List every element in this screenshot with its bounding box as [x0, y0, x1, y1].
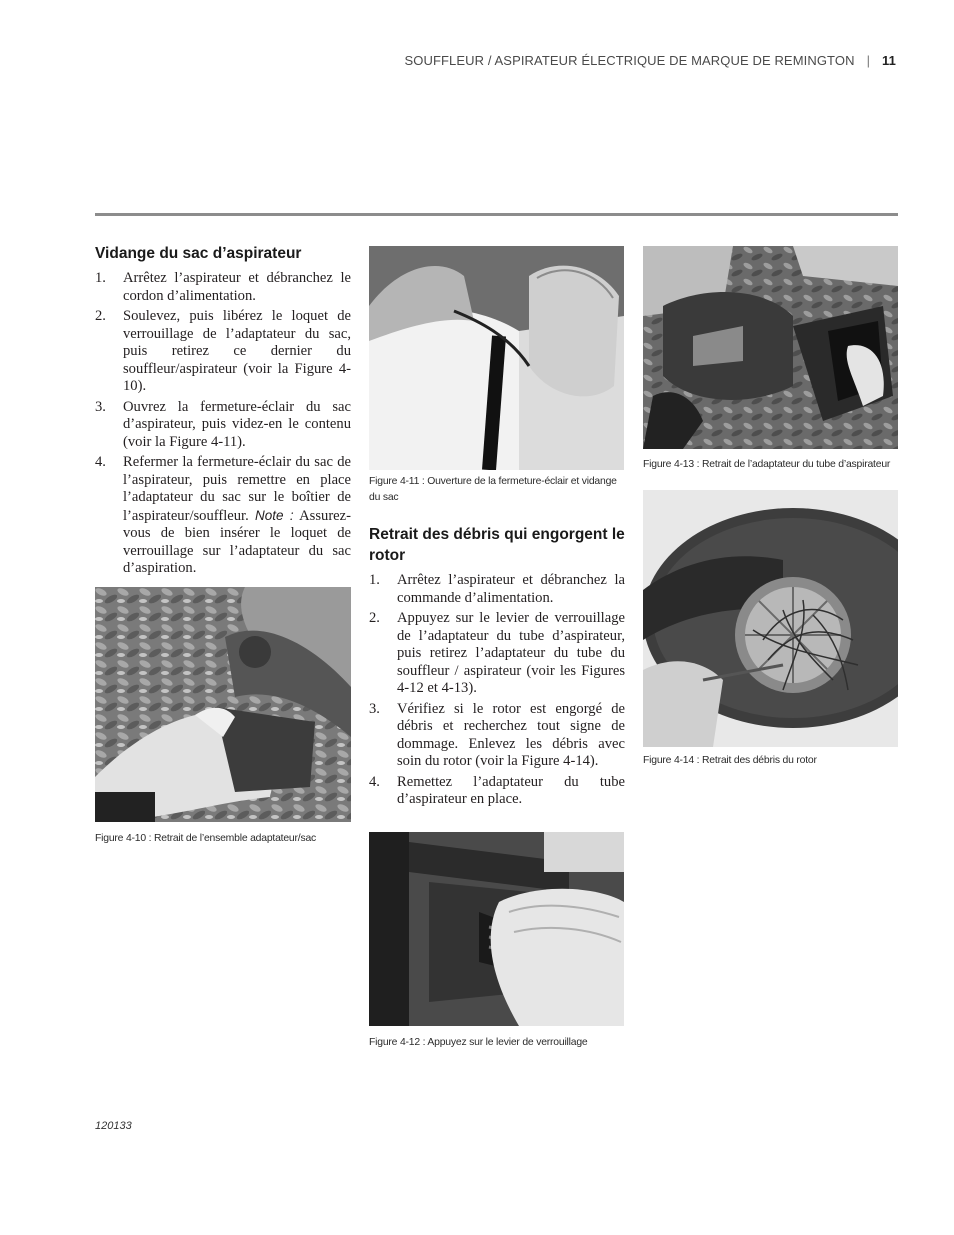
item-text: Vérifiez si le rotor est engorgé de débris et recherchez tout signe de dommage. Enlevez les débris avec soin du rotor (voir la Figure 4-14).	[397, 700, 625, 769]
item-text: Ouvrez la fermeture-éclair du sac d’aspirateur, puis videz-en le contenu (voir la Figure 4-11).	[123, 398, 351, 450]
header-title: SOUFFLEUR / ASPIRATEUR ÉLECTRIQUE DE MARQUE DE REMINGTON	[404, 53, 855, 68]
list-item	[95, 308, 351, 396]
section-heading: Vidange du sac d’aspirateur	[95, 245, 302, 262]
figure-4-14-caption: Figure 4-14 : Retrait des débris du rotor	[643, 755, 817, 766]
section-empty-bag	[95, 243, 351, 581]
figure-4-14-photo	[643, 490, 898, 747]
item-text: Arrêtez l’aspirateur et débranchez le cordon d’alimentation.	[123, 270, 351, 304]
document-number: 120133	[95, 1120, 132, 1132]
header-separator: |	[866, 53, 871, 68]
item-number: 3.	[369, 700, 380, 717]
item-text: Soulevez, puis libérez le loquet de verrouillage de l’adaptateur du sac, puis retirez ce dernier du souffleur/aspirateur (voir la Figure 4-10).	[123, 308, 351, 394]
list-item	[369, 610, 625, 698]
note-label: Note :	[255, 507, 294, 523]
running-header	[404, 53, 896, 68]
item-number: 2.	[95, 308, 106, 324]
section-heading: Retrait des débris qui engorgent le rotor	[369, 526, 625, 564]
item-number: 1.	[95, 270, 106, 286]
item-text: Refermer la fermeture-éclair du sac de l’aspirateur, puis remettre en place l’adaptateur du sac sur le boîtier de l’aspirateur/souffleur.	[123, 454, 351, 524]
item-number: 4.	[369, 773, 380, 790]
figure-4-11-caption: Figure 4-11 : Ouverture de la fermeture-éclair et vidange du sac	[369, 476, 617, 503]
list-item	[95, 454, 351, 578]
section-divider	[95, 213, 898, 216]
page-number: 11	[882, 53, 896, 68]
figure-4-11-photo	[369, 246, 624, 470]
figure-4-13-caption: Figure 4-13 : Retrait de l’adaptateur du tube d’aspirateur	[643, 459, 891, 470]
steps-list	[95, 270, 351, 578]
item-number: 3.	[95, 398, 106, 415]
item-text: Remettez l’adaptateur du tube d’aspirateur en place.	[397, 773, 625, 807]
list-item	[95, 399, 351, 452]
item-number: 1.	[369, 572, 380, 588]
item-text: Appuyez sur le levier de verrouillage de l’adaptateur du tube d’aspirateur, puis retirez l’adaptateur du tube du souffleur / aspirateur (voir les Figures 4-12 et 4-13).	[397, 610, 625, 696]
figure-4-10-caption: Figure 4-10 : Retrait de l’ensemble adaptateur/sac	[95, 833, 317, 844]
list-item	[369, 774, 625, 809]
figure-4-12-photo	[369, 832, 624, 1026]
item-text: Arrêtez l’aspirateur et débranchez la commande d’alimentation.	[397, 572, 625, 606]
section-clear-rotor	[369, 524, 625, 812]
list-item	[95, 270, 351, 305]
list-item	[369, 701, 625, 771]
item-number: 4.	[95, 454, 106, 470]
steps-list	[369, 572, 625, 809]
item-text-continued: Assurez-vous de bien insérer le loquet de verrouillage sur l’adaptateur du sac d’aspiration.	[123, 507, 351, 576]
list-item	[369, 572, 625, 607]
figure-4-13-photo	[643, 246, 898, 449]
figure-4-12-caption: Figure 4-12 : Appuyez sur le levier de verrouillage	[369, 1037, 588, 1048]
figure-4-10-photo	[95, 587, 351, 822]
item-number: 2.	[369, 610, 380, 626]
